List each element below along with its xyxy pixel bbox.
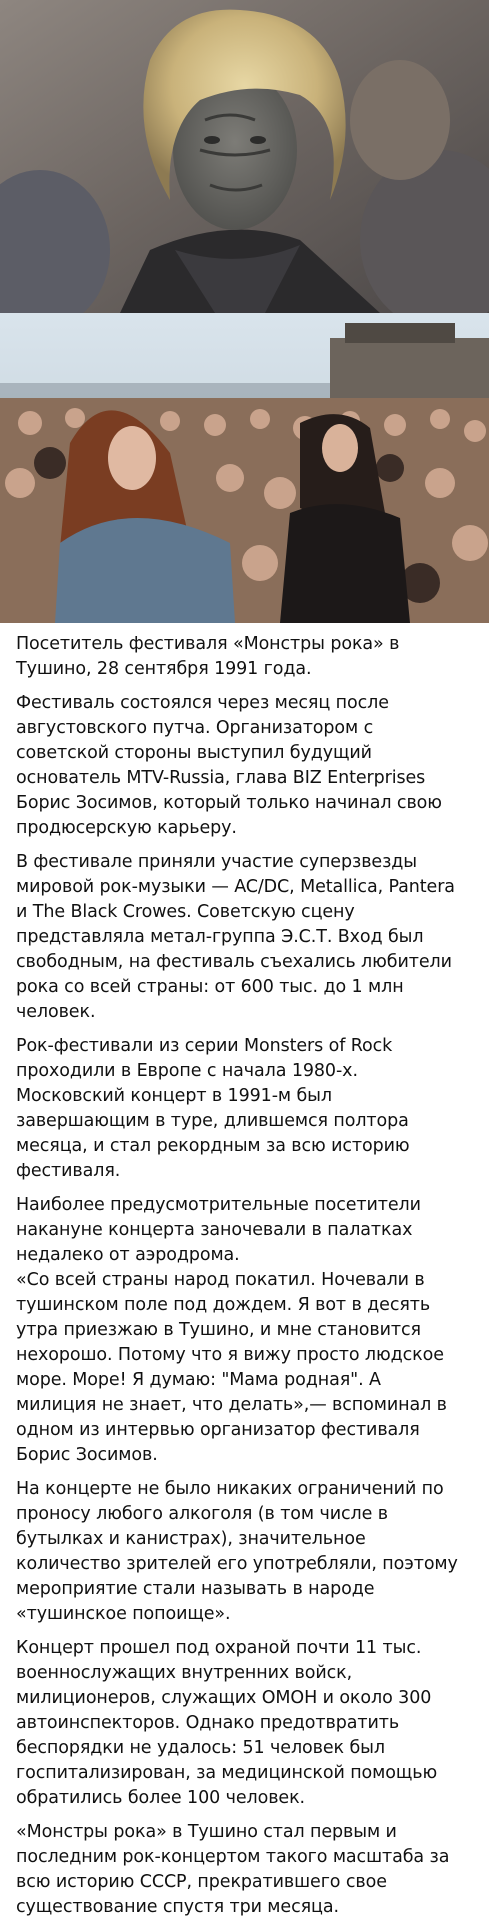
text-line: военнослужащих внутренних войск, xyxy=(16,1663,353,1683)
caption-paragraph xyxy=(16,632,476,682)
text-line: «Монстры рока» в Тушино стал первым и xyxy=(16,1822,397,1842)
paragraph-history xyxy=(16,1034,476,1184)
text-line: госпитализирован, за медицинской помощью xyxy=(16,1763,438,1783)
text-line: представляла метал-группа Э.С.Т. Вход был xyxy=(16,927,424,947)
text-line: На концерте не было никаких ограничений по xyxy=(16,1479,444,1499)
text-line: утра приезжаю в Тушино, и мне становится xyxy=(16,1320,421,1340)
text-line: нехорошо. Потому что я вижу просто людское xyxy=(16,1345,444,1365)
text-line: Тушино, 28 сентября 1991 года. xyxy=(16,659,312,679)
text-line: «Со всей страны народ покатил. Ночевали в xyxy=(16,1270,425,1290)
text-line: основатель MTV-Russia, глава BIZ Enterprises xyxy=(16,768,426,788)
photo-tattooed-visitor xyxy=(0,0,489,313)
paragraph-lineup xyxy=(16,850,476,1025)
paragraph-quote xyxy=(16,1193,476,1468)
text-line: тушинском поле под дождем. Я вот в десять xyxy=(16,1295,431,1315)
text-line: бутылках и канистрах), значительное xyxy=(16,1529,366,1549)
photo-tattooed-visitor-image xyxy=(0,0,489,313)
article-text xyxy=(16,632,476,1929)
text-line: море. Море! Я думаю: "Мама родная". А xyxy=(16,1370,381,1390)
text-line: беспорядки не удалось: 51 человек был xyxy=(16,1738,385,1758)
text-line: проходили в Европе с начала 1980-х. xyxy=(16,1061,358,1081)
text-line: милиция не знает, что делать»,— вспоминал в xyxy=(16,1395,447,1415)
text-line: советской стороны выступил будущий xyxy=(16,743,372,763)
text-line: милиционеров, служащих ОМОН и около 300 xyxy=(16,1688,432,1708)
text-line: обратились более 100 человек. xyxy=(16,1788,306,1808)
text-line: недалеко от аэродрома. xyxy=(16,1245,240,1265)
text-line: продюсерскую карьеру. xyxy=(16,818,237,838)
text-line: августовского путча. Организатором с xyxy=(16,718,374,738)
text-line: одном из интервью организатор фестиваля xyxy=(16,1420,420,1440)
text-line: Московский концерт в 1991-м был xyxy=(16,1086,332,1106)
text-line: Борис Зосимов. xyxy=(16,1445,158,1465)
text-line: рока со всей страны: от 600 тыс. до 1 млн xyxy=(16,977,404,997)
text-line: Борис Зосимов, который только начинал свою xyxy=(16,793,442,813)
text-line: «тушинское попоище». xyxy=(16,1604,231,1624)
text-line: свободным, на фестиваль съехались любители xyxy=(16,952,452,972)
text-line: Фестиваль состоялся через месяц после xyxy=(16,693,389,713)
text-line: месяца, и стал рекордным за всю историю xyxy=(16,1136,410,1156)
text-line: мировой рок-музыки — AC/DC, Metallica, Pantera xyxy=(16,877,455,897)
photo-festival-crowd-image xyxy=(0,313,489,623)
text-line: человек. xyxy=(16,1002,96,1022)
paragraph-organizer xyxy=(16,691,476,841)
paragraph-conclusion xyxy=(16,1820,476,1920)
text-line: завершающим в туре, длившемся полтора xyxy=(16,1111,409,1131)
text-line: фестиваля. xyxy=(16,1161,121,1181)
text-line: мероприятие стали называть в народе xyxy=(16,1579,375,1599)
text-line: Наиболее предусмотрительные посетители xyxy=(16,1195,421,1215)
text-line: последним рок-концертом такого масштаба за xyxy=(16,1847,450,1867)
paragraph-alcohol xyxy=(16,1477,476,1627)
text-line: накануне концерта заночевали в палатках xyxy=(16,1220,413,1240)
photo-festival-crowd xyxy=(0,313,489,623)
text-line: существование спустя три месяца. xyxy=(16,1897,339,1917)
paragraph-security xyxy=(16,1636,476,1811)
text-line: В фестивале приняли участие суперзвезды xyxy=(16,852,417,872)
text-line: проносу любого алкоголя (в том числе в xyxy=(16,1504,388,1524)
text-line: Концерт прошел под охраной почти 11 тыс. xyxy=(16,1638,422,1658)
text-line: Рок-фестивали из серии Monsters of Rock xyxy=(16,1036,393,1056)
text-line: количество зрителей его употребляли, поэтому xyxy=(16,1554,458,1574)
text-line: и The Black Crowes. Советскую сцену xyxy=(16,902,355,922)
text-line: автоинспекторов. Однако предотвратить xyxy=(16,1713,400,1733)
text-line: всю историю СССР, прекратившего свое xyxy=(16,1872,387,1892)
text-line: Посетитель фестиваля «Монстры рока» в xyxy=(16,634,400,654)
